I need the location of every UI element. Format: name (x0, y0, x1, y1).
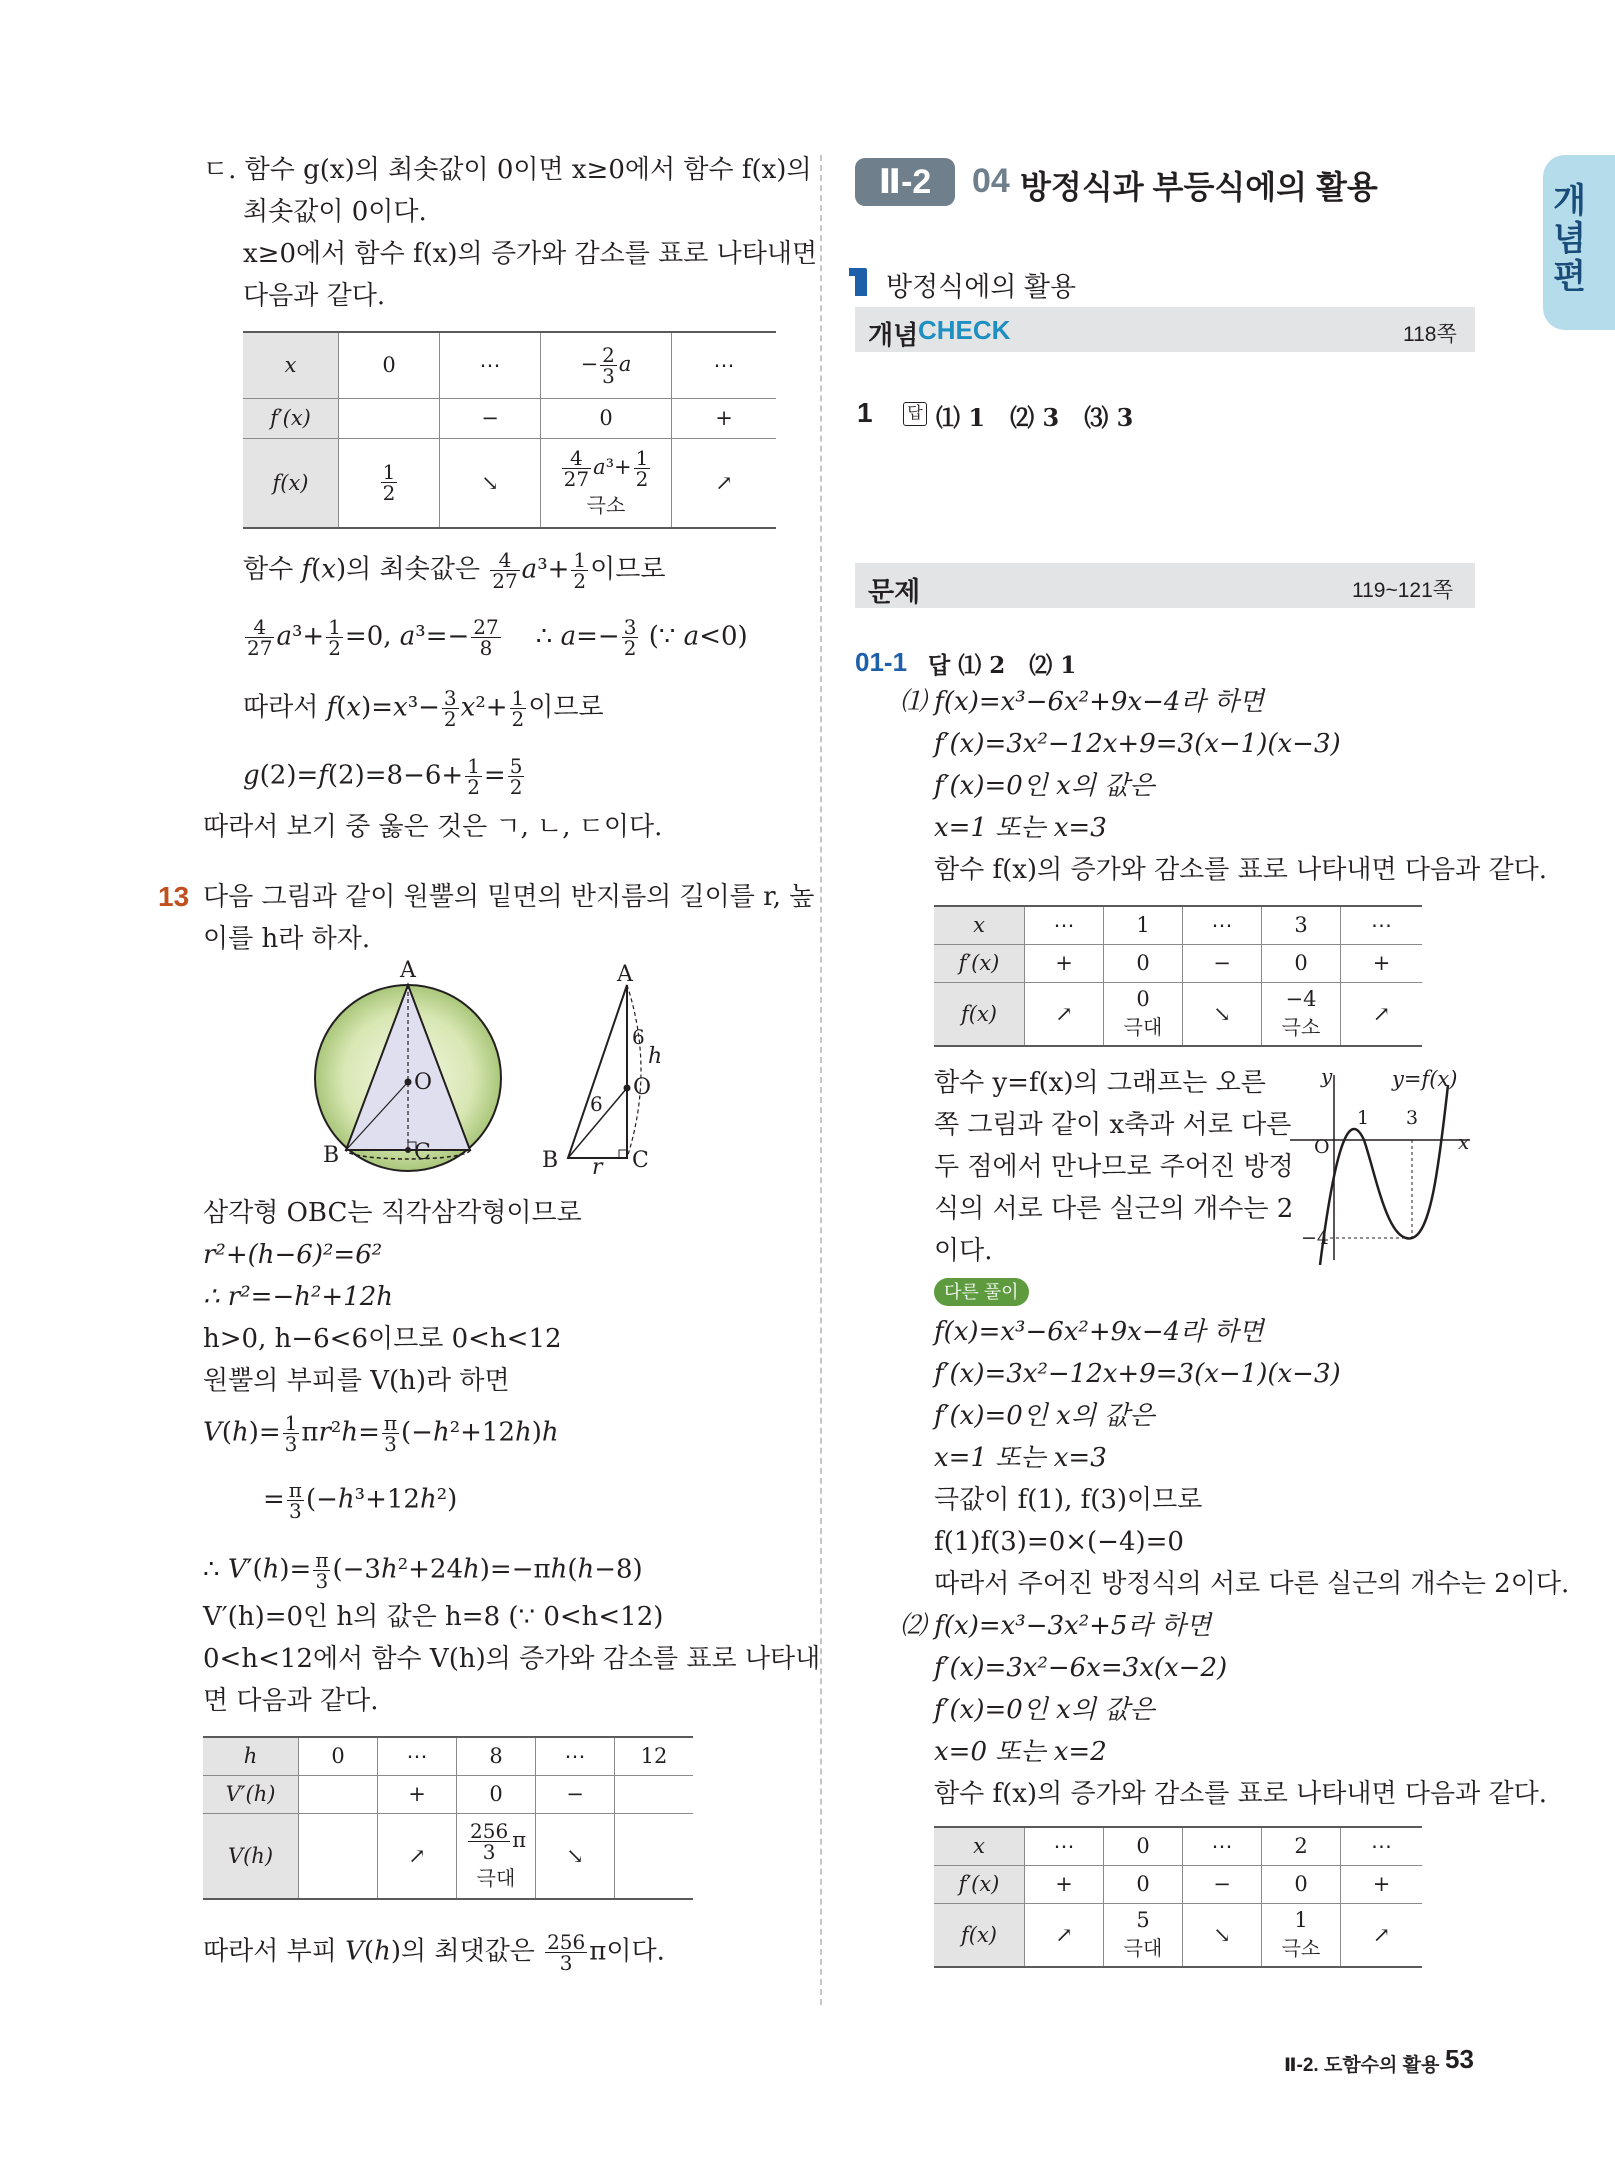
t2-cell (299, 1775, 378, 1813)
sol13-line-2: r²+(h−6)²=6² (203, 1240, 383, 1270)
graph-label-y: y (1321, 1064, 1333, 1088)
fig-label-C1: C (414, 1140, 431, 1165)
graph-label-one: 1 (1357, 1107, 1370, 1129)
sol13-deriv-line: ∴ V′(h)= $\frac{\pi}{3}$ (−3h²+24h)=−πh(h−8) (203, 1548, 643, 1593)
t4-cell: 0 (1104, 1827, 1183, 1865)
sol13-line-4: h>0, h−6<6이므로 0<h<12 (203, 1324, 562, 1354)
t2-head: V′(h) (203, 1775, 299, 1813)
t4-head: f(x) (934, 1903, 1025, 1967)
t2-cell: 0 (299, 1737, 378, 1775)
t1-cell: ⋯ (440, 332, 541, 398)
problem-01-1-label: 01-1 (855, 647, 908, 677)
t2-cell: − (536, 1775, 615, 1813)
subsection-title: 방정식에의 활용 (886, 272, 1077, 302)
t2-cell: 0 (457, 1775, 536, 1813)
concept-check-label-b: CHECK (918, 315, 1011, 345)
t4-cell: ↗ (1025, 1903, 1104, 1967)
problem-page: 119~121쪽 (1352, 579, 1454, 602)
sol13-line-5: 원뿔의 부피를 V(h)라 하면 (203, 1366, 510, 1396)
variation-table-1 (243, 331, 776, 529)
problem-01-1-answer: 답 ⑴ 2 ⑵ 1 (928, 652, 1077, 679)
t2-cell: ⋯ (378, 1737, 457, 1775)
t4-cell: ⋯ (1183, 1827, 1262, 1865)
t3-cell: ↗ (1341, 982, 1423, 1046)
t1-cell: ⋯ (672, 332, 777, 398)
cone-figure (300, 960, 700, 1180)
section-number: 04 (972, 162, 1010, 200)
answer1-badge: 답 (903, 402, 927, 426)
t4-max-value: 5 (1136, 1908, 1150, 1933)
graph-label-neg4: −4 (1301, 1227, 1330, 1249)
t4-cell: ⋯ (1025, 1827, 1104, 1865)
graph-label-origin: O (1314, 1136, 1330, 1158)
alt-line-5: 극값이 f(1), f(3)이므로 (934, 1485, 1203, 1515)
t3-head: f(x) (934, 982, 1025, 1046)
answer1-number: 1 (857, 397, 873, 428)
variation-table-2 (203, 1736, 693, 1900)
t3-cell: ⋯ (1183, 906, 1262, 944)
q13-line-2: 이를 h라 하자. (203, 924, 371, 954)
alt-line-7: 따라서 주어진 방정식의 서로 다른 실근의 개수는 2이다. (934, 1569, 1570, 1599)
t3-cell: ⋯ (1025, 906, 1104, 944)
variation-table-3 (934, 905, 1422, 1047)
t2-cell-max: $\frac{256}{3}$ π 극대 (457, 1813, 536, 1899)
t2-cell (615, 1813, 694, 1899)
fig-label-h: h (648, 1044, 663, 1069)
t1-cell: + (672, 398, 777, 438)
t4-cell: 2 (1262, 1827, 1341, 1865)
t4-cell: ↗ (1341, 1903, 1423, 1967)
part2-line-5: 함수 f(x)의 증가와 감소를 표로 나타내면 다음과 같다. (934, 1779, 1548, 1809)
t3-cell: 1 (1104, 906, 1183, 944)
t4-cell-max (1104, 1903, 1183, 1967)
answer1-text: ⑴ 1 ⑵ 3 ⑶ 3 (936, 403, 1134, 432)
t4-min-value: 1 (1294, 1908, 1308, 1933)
c-line-2: 최솟값이 0이다. (243, 197, 427, 227)
column-divider (820, 155, 822, 2005)
t3-cell: ↗ (1025, 982, 1104, 1046)
t1-head: f′(x) (243, 398, 339, 438)
t2-cell: 8 (457, 1737, 536, 1775)
t4-cell: + (1341, 1865, 1423, 1903)
t3-cell: + (1341, 944, 1423, 982)
t3-cell: 0 (1104, 944, 1183, 982)
c-line-4: 다음과 같다. (243, 281, 386, 311)
t2-cell (615, 1775, 694, 1813)
c-line-3: x≥0에서 함수 f(x)의 증가와 감소를 표로 나타내면 (243, 239, 818, 269)
t3-head: x (934, 906, 1025, 944)
sol13-line-1: 삼각형 OBC는 직각삼각형이므로 (203, 1198, 582, 1228)
graph-text-4: 식의 서로 다른 실근의 개수는 2 (934, 1194, 1294, 1224)
t2-cell: 12 (615, 1737, 694, 1775)
graph-text-1: 함수 y=f(x)의 그래프는 오른 (934, 1068, 1266, 1098)
q13-line-1: 다음 그림과 같이 원뿔의 밑면의 반지름의 길이를 r, 높 (203, 882, 815, 912)
t1-head: f(x) (243, 438, 339, 528)
t3-cell: 0 (1262, 944, 1341, 982)
part2-line-1: ⑵ f(x)=x³−3x²+5라 하면 (900, 1611, 1212, 1641)
t4-cell: ⋯ (1341, 1827, 1423, 1865)
alt-solution-badge: 다른 풀이 (934, 1278, 1029, 1306)
subsection-marker-tip (849, 268, 857, 276)
t1-cell: ↘ (440, 438, 541, 528)
t1-cell-min: $\frac{4}{27}$ a³+ $\frac{1}{2}$ 극소 (541, 438, 672, 528)
alt-line-3: f′(x)=0인 x의 값은 (934, 1401, 1155, 1431)
sol13-line-3: ∴ r²=−h²+12h (203, 1282, 394, 1312)
t2-cell: ⋯ (536, 1737, 615, 1775)
t1-cell-frac: − $\frac{2}{3}$ a (541, 332, 672, 398)
t4-cell: − (1183, 1865, 1262, 1903)
alt-line-1: f(x)=x³−6x²+9x−4라 하면 (934, 1317, 1264, 1347)
section-title: 방정식과 부등식에의 활용 (1020, 169, 1378, 205)
graph-text-5: 이다. (934, 1236, 993, 1266)
part2-line-4: x=0 또는 x=2 (934, 1737, 1107, 1767)
t2-head: V(h) (203, 1813, 299, 1899)
alt-line-4: x=1 또는 x=3 (934, 1443, 1107, 1473)
t1-cell: ↗ (672, 438, 777, 528)
min-label: 극소 (586, 494, 626, 517)
t1-cell: 0 (541, 398, 672, 438)
part1-line-3: f′(x)=0인 x의 값은 (934, 771, 1155, 801)
t3-min-value: −4 (1285, 987, 1317, 1012)
page-number: 53 (1445, 2044, 1474, 2074)
t4-cell: 0 (1104, 1865, 1183, 1903)
t3-cell: ⋯ (1341, 906, 1423, 944)
alt-line-2: f′(x)=3x²−12x+9=3(x−1)(x−3) (934, 1359, 1341, 1389)
t3-cell: 3 (1262, 906, 1341, 944)
graph-label-three: 3 (1406, 1107, 1419, 1129)
sol13-vh-line-2: = $\frac{\pi}{3}$ (−h³+12h²) (263, 1478, 458, 1523)
t2-head: h (203, 1737, 299, 1775)
sol13-vh-line: V(h)= $\frac{1}{3}$ πr²h= $\frac{\pi}{3}$ (−h²+12h)h (203, 1411, 559, 1456)
part1-line-4: x=1 또는 x=3 (934, 813, 1107, 843)
sol-g-line: g(2)=f(2)=8−6+ $\frac{1}{2}$ = $\frac{5}{2}$ (243, 754, 523, 799)
part1-line-1: ⑴ f(x)=x³−6x²+9x−4라 하면 (900, 687, 1265, 717)
fig-label-B2: B (542, 1148, 559, 1173)
t4-cell: 0 (1262, 1865, 1341, 1903)
fig-label-six-top: 6 (632, 1025, 645, 1049)
graph-label-curve: y=f(x) (1392, 1067, 1458, 1091)
t3-max-value: 0 (1136, 987, 1150, 1012)
alt-line-6: f(1)f(3)=0×(−4)=0 (934, 1527, 1184, 1557)
graph-text-3: 두 점에서 만나므로 주어진 방정 (934, 1152, 1294, 1182)
concept-check-label-a: 개념 (868, 320, 919, 350)
fig-label-A1: A (400, 958, 416, 983)
graph-text-2: 쪽 그림과 같이 x축과 서로 다른 (934, 1110, 1292, 1140)
t2-cell (299, 1813, 378, 1899)
t2-cell: ↗ (378, 1813, 457, 1899)
fig-label-six-mid: 6 (590, 1092, 603, 1116)
side-tab-label: 개념편 (1547, 182, 1585, 296)
part2-line-2: f′(x)=3x²−6x=3x(x−2) (934, 1653, 1228, 1683)
t3-cell: − (1183, 944, 1262, 982)
c-line-1: ㄷ. 함수 g(x)의 최솟값이 0이면 x≥0에서 함수 f(x)의 (203, 155, 812, 185)
fig-label-r: r (592, 1155, 603, 1180)
unit-badge: Ⅱ-2 (855, 158, 955, 206)
q13-number: 13 (158, 881, 190, 912)
t3-cell-min (1262, 982, 1341, 1046)
t2-cell: + (378, 1775, 457, 1813)
t4-cell: + (1025, 1865, 1104, 1903)
t3-min-label: 극소 (1281, 1017, 1321, 1040)
t4-head: f′(x) (934, 1865, 1025, 1903)
footer-chapter: Ⅱ-2. 도함수의 활용 (1284, 2055, 1440, 2076)
q13-conclusion: 따라서 부피 V(h)의 최댓값은 $\frac{256}{3}$ π이다. (203, 1930, 665, 1975)
fig-label-A2: A (617, 962, 633, 987)
t1-cell (339, 398, 440, 438)
concept-check-page: 118쪽 (1403, 323, 1457, 346)
sol-min-line: 함수 f(x)의 최솟값은 $\frac{4}{27}$ a³+ $\frac{1}{2}$ 이므로 (243, 548, 666, 593)
t1-cell: 0 (339, 332, 440, 398)
t4-min-label: 극소 (1281, 1938, 1321, 1961)
t1-head: x (243, 332, 339, 398)
t3-cell-max (1104, 982, 1183, 1046)
sol13-line-10: 0<h<12에서 함수 V(h)의 증가와 감소를 표로 나타내 (203, 1644, 821, 1674)
part1-line-2: f′(x)=3x²−12x+9=3(x−1)(x−3) (934, 729, 1341, 759)
max-label: 극대 (476, 1867, 516, 1890)
variation-table-4 (934, 1826, 1422, 1968)
t4-head: x (934, 1827, 1025, 1865)
t3-head: f′(x) (934, 944, 1025, 982)
fig-label-O1: O (414, 1070, 433, 1095)
sol-f-line: 따라서 f(x)=x³− $\frac{3}{2}$ x²+ $\frac{1}{2}$ 이므로 (243, 686, 604, 731)
t3-max-label: 극대 (1123, 1017, 1163, 1040)
part2-line-3: f′(x)=0인 x의 값은 (934, 1695, 1155, 1725)
sol13-line-9: V′(h)=0인 h의 값은 h=8 (∵ 0<h<12) (203, 1602, 664, 1632)
t4-cell: ↘ (1183, 1903, 1262, 1967)
t1-cell: − (440, 398, 541, 438)
t2-cell: ↘ (536, 1813, 615, 1899)
c-conclusion: 따라서 보기 중 옳은 것은 ㄱ, ㄴ, ㄷ이다. (203, 812, 663, 842)
t1-cell-frac: $\frac{1}{2}$ (339, 438, 440, 528)
t4-cell-min (1262, 1903, 1341, 1967)
problem-label: 문제 (868, 577, 921, 607)
fig-label-B1: B (323, 1143, 340, 1168)
sol-a-line: $\frac{4}{27}$ a³+ $\frac{1}{2}$ =0, a³=− $\frac{27}{8}$ ∴ a=− $\frac{3}{2}$ (∵ a<0) (247, 615, 748, 660)
t3-cell: + (1025, 944, 1104, 982)
sol13-line-11: 면 다음과 같다. (203, 1686, 379, 1716)
cross-section (568, 985, 627, 1158)
t3-cell: ↘ (1183, 982, 1262, 1046)
part1-line-5: 함수 f(x)의 증가와 감소를 표로 나타내면 다음과 같다. (934, 855, 1548, 885)
t4-max-label: 극대 (1123, 1938, 1163, 1961)
fig-label-C2: C (632, 1148, 649, 1173)
graph-label-x: x (1458, 1130, 1470, 1154)
fig-label-O2: O (633, 1075, 652, 1100)
